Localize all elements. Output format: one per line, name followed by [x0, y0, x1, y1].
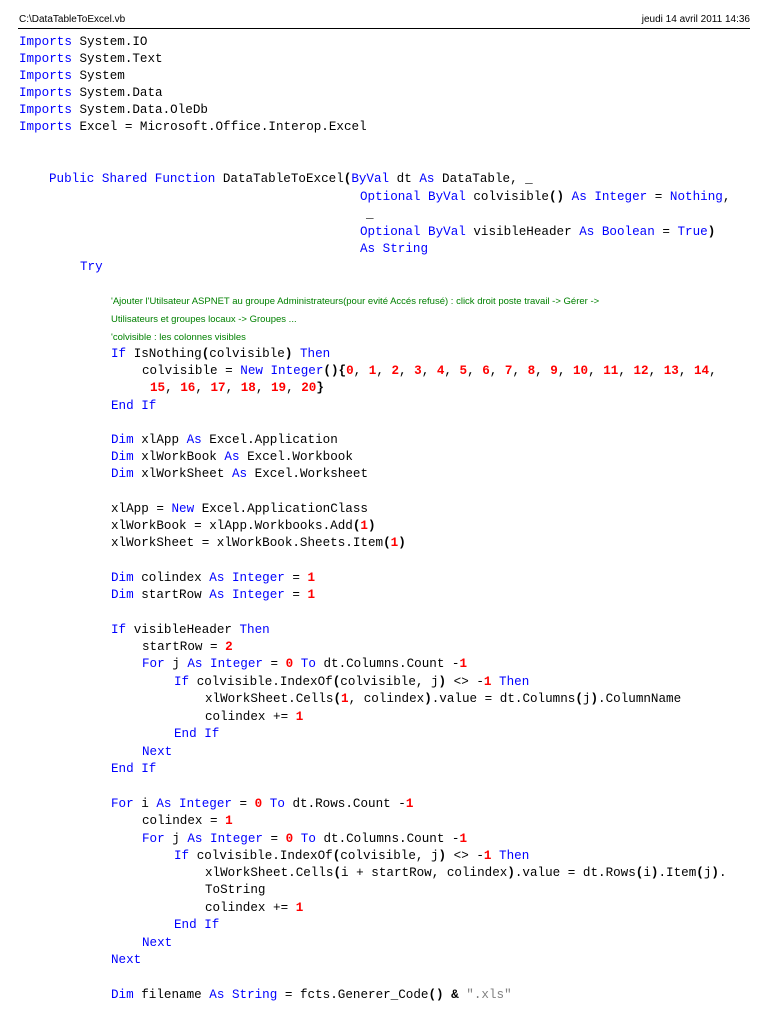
code-text: filename [141, 988, 202, 1002]
code-text: , [195, 381, 203, 395]
code-text: Utilisateurs et groupes locaux -> Groupes ... [111, 314, 297, 325]
code-text: ( [332, 675, 341, 689]
code-keyword: New Integer [240, 364, 324, 378]
code-line [360, 241, 428, 258]
code-text: _ [366, 207, 374, 221]
code-text: colvisible.IndexOf [196, 675, 333, 689]
code-text: ( [201, 347, 210, 361]
code-text: , [353, 364, 362, 378]
code-keyword: Next [142, 936, 173, 950]
code-number: 1 [459, 657, 468, 671]
page-header [0, 0, 768, 32]
code-text: colvisible, j [340, 675, 439, 689]
code-number: 8 [527, 364, 536, 378]
code-line [205, 691, 681, 708]
code-number: 11 [603, 364, 619, 378]
code-text: xlWorkBook [141, 450, 217, 464]
code-comment-line [111, 329, 246, 346]
code-text: , [444, 364, 452, 378]
code-text: ( [575, 692, 583, 706]
code-number: 2 [391, 364, 400, 378]
code-number: 1 [341, 692, 349, 706]
code-text: .Item [658, 866, 697, 880]
code-keyword: End If [174, 727, 220, 741]
code-keyword: Nothing [669, 190, 723, 204]
code-line [19, 51, 163, 68]
code-line [205, 900, 303, 917]
code-text: System.Data [79, 86, 163, 100]
code-text: ) [711, 866, 719, 880]
code-text: .value = dt.Columns [431, 692, 576, 706]
file-path: C:\DataTableToExcel.vb [19, 14, 126, 25]
code-line [360, 189, 730, 206]
code-text: () [548, 190, 565, 204]
code-keyword: To [269, 797, 285, 811]
code-text: = [239, 797, 248, 811]
code-number: 3 [414, 364, 422, 378]
code-text: () [323, 364, 339, 378]
code-keyword: Then [299, 347, 331, 361]
code-text: { [338, 364, 347, 378]
code-line [80, 259, 103, 276]
code-text: , [286, 381, 294, 395]
code-line [19, 68, 125, 85]
code-keyword: ByVal [351, 172, 390, 186]
code-number: 19 [271, 381, 287, 395]
code-text: ( [635, 866, 644, 880]
code-text: = [270, 657, 279, 671]
code-text: = [292, 588, 300, 602]
code-text: Excel.Application [209, 433, 338, 447]
code-text: colvisible [209, 347, 285, 361]
code-number: 1 [405, 797, 414, 811]
code-keyword: End If [111, 399, 157, 413]
code-keyword: As String [209, 988, 278, 1002]
code-text: , [535, 364, 543, 378]
code-text: . [718, 866, 727, 880]
code-text: , [678, 364, 687, 378]
code-keyword: Try [80, 260, 103, 274]
print-date: jeudi 14 avril 2011 14:36 [641, 14, 750, 25]
code-text: dt [396, 172, 412, 186]
code-keyword: Next [111, 953, 142, 967]
code-keyword: Public Shared Function [49, 172, 216, 186]
code-keyword: Dim [111, 450, 134, 464]
code-keyword: Imports [19, 103, 72, 117]
code-text: i [141, 797, 149, 811]
code-number: 1 [390, 536, 399, 550]
code-number: 1 [307, 571, 316, 585]
code-text: Excel.Workbook [247, 450, 353, 464]
code-line [49, 171, 533, 188]
code-number: 12 [633, 364, 649, 378]
code-text: ( [333, 692, 342, 706]
code-text: () [428, 988, 444, 1002]
code-line [142, 935, 172, 952]
code-number: 0 [285, 832, 294, 846]
code-text: colindex [141, 571, 202, 585]
code-line [111, 501, 368, 518]
code-text: ) [507, 866, 515, 880]
code-text: ( [352, 519, 361, 533]
code-line [142, 656, 467, 673]
code-text: ) [590, 692, 599, 706]
code-number: 9 [550, 364, 558, 378]
code-text: DataTableToExcel [222, 172, 344, 186]
code-keyword: Optional ByVal [360, 190, 466, 204]
code-line [205, 882, 265, 899]
code-text: xlWorkSheet.Cells [205, 692, 334, 706]
code-text: , [376, 364, 384, 378]
code-number: 1 [368, 364, 377, 378]
code-keyword: If [111, 347, 127, 361]
code-text: , [255, 381, 264, 395]
code-line [111, 535, 406, 552]
code-number: 1 [295, 901, 304, 915]
code-keyword: To [300, 657, 316, 671]
code-text: <> - [453, 675, 484, 689]
code-line [205, 865, 727, 882]
code-text: colvisible = [142, 364, 233, 378]
code-number: 1 [225, 814, 233, 828]
code-text: colvisible.IndexOf [196, 849, 333, 863]
code-number: 4 [436, 364, 445, 378]
code-text: = [270, 832, 279, 846]
code-line [174, 848, 529, 865]
code-text: xlWorkSheet = xlWorkBook.Sheets.Item [111, 536, 384, 550]
code-line [111, 518, 376, 535]
code-text: , [165, 381, 173, 395]
code-number: 17 [210, 381, 226, 395]
code-keyword: As Integer [187, 832, 263, 846]
code-text: ( [343, 172, 352, 186]
code-text: i + startRow, colindex [341, 866, 508, 880]
code-keyword: As Integer [156, 797, 232, 811]
code-text: , [557, 364, 566, 378]
code-text: ) [424, 692, 432, 706]
code-text: xlApp = [111, 502, 164, 516]
code-text: <> - [453, 849, 484, 863]
code-text: xlWorkSheet.Cells [205, 866, 334, 880]
code-keyword: If [111, 623, 127, 637]
code-line [111, 761, 156, 778]
code-line [366, 206, 374, 223]
code-number: 1 [483, 849, 492, 863]
code-keyword: If [174, 675, 190, 689]
code-line [174, 674, 529, 691]
code-keyword: As Integer [571, 190, 648, 204]
code-text: IsNothing [133, 347, 202, 361]
code-keyword: Dim [111, 467, 134, 481]
code-keyword: As Boolean [579, 225, 655, 239]
code-text: System [79, 69, 125, 83]
code-keyword: Optional ByVal [360, 225, 466, 239]
code-text: j [172, 832, 180, 846]
code-comment-line [111, 293, 599, 310]
code-number: 0 [254, 797, 263, 811]
code-line [19, 34, 148, 51]
code-keyword: End If [111, 762, 157, 776]
code-number: 0 [285, 657, 294, 671]
code-line [111, 466, 368, 483]
code-number: 1 [483, 675, 492, 689]
code-line [19, 119, 367, 136]
code-number: 0 [346, 364, 354, 378]
code-keyword: As [231, 467, 248, 481]
code-line [111, 796, 413, 813]
code-text: ( [332, 849, 341, 863]
code-text: , [512, 364, 521, 378]
code-text: System.IO [79, 35, 148, 49]
code-keyword: As [186, 433, 202, 447]
code-text: j [172, 657, 180, 671]
code-line [174, 726, 219, 743]
code-number: 5 [459, 364, 468, 378]
code-keyword: End If [174, 918, 220, 932]
code-line [111, 952, 141, 969]
code-keyword: Then [499, 849, 530, 863]
code-line [360, 224, 715, 241]
code-keyword: As Integer [187, 657, 263, 671]
code-keyword: To [300, 832, 316, 846]
code-text: System.Text [79, 52, 163, 66]
code-keyword: Dim [111, 433, 134, 447]
code-text: 'Ajouter l'Utilsateur ASPNET au groupe Administrateurs(pour evité Accés refusé) : click droit poste travail -> Gérer -> [111, 296, 600, 307]
code-text: colvisible, j [340, 849, 439, 863]
code-keyword: Next [142, 745, 173, 759]
code-line [111, 346, 330, 363]
code-text: xlWorkSheet [141, 467, 225, 481]
code-text: xlWorkBook = xlApp.Workbooks.Add [111, 519, 353, 533]
code-string: ".xls" [466, 988, 512, 1002]
code-text: dt.Columns.Count - [323, 832, 460, 846]
code-text: ) [398, 536, 406, 550]
code-text: ( [696, 866, 704, 880]
code-number: 15 [150, 381, 166, 395]
code-text: Excel = Microsoft.Office.Interop.Excel [79, 120, 367, 134]
code-text: = [292, 571, 300, 585]
code-number: 18 [240, 381, 256, 395]
code-number: 1 [459, 832, 468, 846]
code-text: ) [707, 225, 716, 239]
code-text: } [316, 381, 324, 395]
code-keyword: For [111, 797, 134, 811]
code-number: 14 [693, 364, 710, 378]
code-number: 6 [482, 364, 490, 378]
code-text: ) [650, 866, 659, 880]
code-text: ) [438, 675, 447, 689]
code-keyword: As String [360, 242, 429, 256]
code-text: j [703, 866, 712, 880]
code-text: ) [438, 849, 447, 863]
code-text: Excel.ApplicationClass [201, 502, 368, 516]
code-line [174, 917, 219, 934]
code-line [111, 987, 512, 1004]
code-number: 1 [360, 519, 368, 533]
code-keyword: Imports [19, 52, 72, 66]
code-keyword: Dim [111, 988, 134, 1002]
code-text: startRow [141, 588, 202, 602]
code-text: ( [333, 866, 342, 880]
code-line [111, 398, 156, 415]
code-text: , [421, 364, 430, 378]
code-text: ToString [205, 883, 266, 897]
code-number: 10 [572, 364, 589, 378]
code-text: i [643, 866, 651, 880]
code-line [19, 85, 163, 102]
code-line [111, 449, 353, 466]
code-text: = fcts.Generer_Code [284, 988, 429, 1002]
code-text: .ColumnName [598, 692, 682, 706]
code-text: , [722, 190, 731, 204]
code-text: , [618, 364, 626, 378]
code-line [19, 102, 208, 119]
code-line [142, 744, 172, 761]
code-line [205, 709, 303, 726]
code-text: j [582, 692, 591, 706]
code-number: 1 [295, 710, 304, 724]
code-line [150, 380, 324, 397]
code-comment-line [111, 311, 297, 328]
code-number: 13 [663, 364, 679, 378]
code-text: visibleHeader [473, 225, 572, 239]
code-keyword: As [224, 450, 240, 464]
code-keyword: As [419, 172, 435, 186]
code-keyword: True [677, 225, 708, 239]
code-text: System.Data.OleDb [79, 103, 208, 117]
code-line [142, 813, 233, 830]
code-text: , [467, 364, 475, 378]
code-text: ( [383, 536, 391, 550]
code-text: dt.Rows.Count - [292, 797, 406, 811]
code-text: = [662, 225, 670, 239]
code-line [111, 622, 270, 639]
code-text: .value = dt.Rows [514, 866, 636, 880]
code-text: startRow = [142, 640, 218, 654]
code-text: visibleHeader [133, 623, 232, 637]
code-text: colindex += [205, 710, 289, 724]
code-keyword: Imports [19, 69, 72, 83]
code-keyword: As Integer [209, 588, 285, 602]
code-text: ) [367, 519, 376, 533]
code-keyword: For [142, 832, 165, 846]
code-text: , [648, 364, 657, 378]
code-keyword: Imports [19, 35, 72, 49]
code-keyword: For [142, 657, 165, 671]
code-keyword: Dim [111, 588, 134, 602]
code-text: colindex += [205, 901, 289, 915]
code-line [111, 587, 315, 604]
code-text: colindex = [142, 814, 218, 828]
code-text: , [489, 364, 498, 378]
code-text: , colindex [348, 692, 425, 706]
code-keyword: Imports [19, 86, 72, 100]
code-text: dt.Columns.Count - [323, 657, 460, 671]
code-text: colvisible [473, 190, 549, 204]
code-line [111, 570, 315, 587]
code-number: 16 [180, 381, 196, 395]
code-text: Excel.Worksheet [254, 467, 369, 481]
code-line [142, 363, 717, 380]
code-text: xlApp [141, 433, 180, 447]
code-text: DataTable, _ [442, 172, 533, 186]
code-line [142, 639, 233, 656]
code-keyword: Then [239, 623, 270, 637]
header-divider [18, 28, 750, 29]
code-number: 1 [307, 588, 316, 602]
code-number: 7 [504, 364, 513, 378]
code-line [142, 831, 467, 848]
code-keyword: If [174, 849, 190, 863]
code-text: ) [284, 347, 293, 361]
code-text: = [654, 190, 663, 204]
code-keyword: As Integer [209, 571, 285, 585]
code-text: , [588, 364, 596, 378]
code-text: , [709, 364, 717, 378]
code-text: 'colvisible : les colonnes visibles [111, 332, 246, 343]
code-keyword: Then [499, 675, 530, 689]
code-keyword: Imports [19, 120, 72, 134]
code-number: 20 [301, 381, 317, 395]
code-text: , [399, 364, 407, 378]
code-text: & [451, 988, 459, 1002]
code-keyword: Dim [111, 571, 134, 585]
code-keyword: New [171, 502, 195, 516]
code-line [111, 432, 338, 449]
code-text: , [225, 381, 234, 395]
code-number: 2 [225, 640, 233, 654]
